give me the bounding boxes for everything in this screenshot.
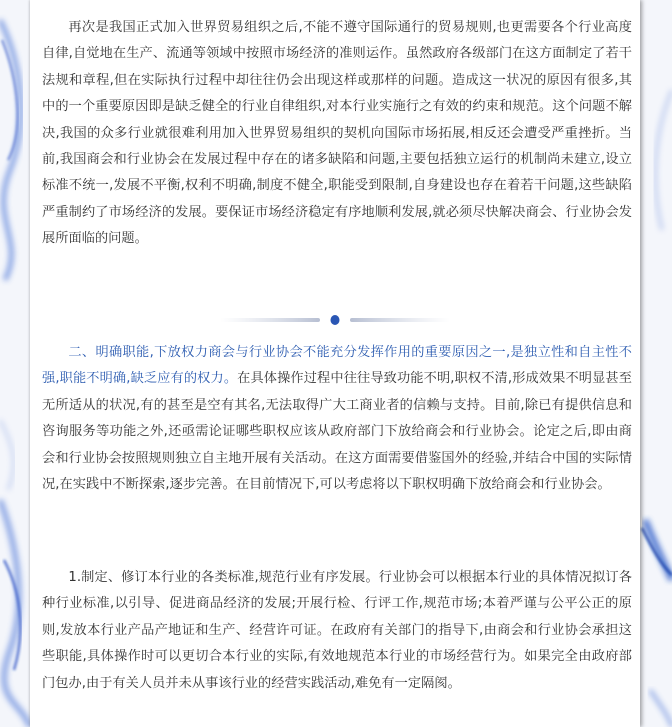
section-divider-icon xyxy=(220,310,450,330)
paragraph-clarify-functions xyxy=(42,340,632,498)
paragraph-industry-standards: 1.制定、修订本行业的各类标准,规范行业有序发展。行业协会可以根据本行业的具体情况拟订各种行业标准,以引导、促进商品经济的发展;开展行检、行评工作,规范市场;本着严谨与公平公正的原则,发放本行业产品产地证和生产、经营许可证。在政府有关部门的指导下,由商会和行业协会承担这些职能,具体操作时可以更切合本行业的实际,有效地规范本行业的市场经营行为。如果完全由政府部门包办,由于有关人员并未从事该行业的经营实践活动,难免有一定隔阂。 xyxy=(42,570,632,691)
paragraph-body: 在具体操作过程中往往导致功能不明,职权不清,形成效果不明显甚至无所适从的状况,有的甚至是空有其名,无法取得广大工商业者的信赖与支持。目前,除已有提供信息和咨询服务等功能之外,还亟需论证哪些职权应该从政府部门下放给商会和行业协会。论定之后,即由商会和行业协会按照规则独立自主地开展有关活动。在这方面需要借鉴国外的经验,并结合中国的实际情况,在实践中不断探索,逐步完善。在目前情况下,可以考虑将以下职权明确下放给商会和行业协会。 xyxy=(42,371,632,493)
paragraph-wto-self-discipline: 再次是我国正式加入世界贸易组织之后,不能不遵守国际通行的贸易规则,也更需要各个行业高度自律,自觉地在生产、流通等领域中按照市场经济的准则运作。虽然政府各级部门在这方面制定了若干法规和章程,但在实际执行过程中却往往仍会出现这样或那样的问题。造成这一状况的原因有很多,其中的一个重要原因即是缺乏健全的行业自律组织,对本行业实施行之有效的约束和规范。这个问题不解决,我国的众多行业就很难利用加入世界贸易组织的契机向国际市场拓展,相反还会遭受严重挫折。当前,我国商会和行业协会在发展过程中存在的诸多缺陷和问题,主要包括独立运行的机制尚未建立,设立标准不统一,发展不平衡,权利不明确,制度不健全,职能受到限制,自身建设也存在着若干问题,这些缺陷严重制约了市场经济的发展。要保证市场经济稳定有序地顺利发展,就必须尽快解决商会、行业协会发展所面临的问题。 xyxy=(42,20,632,247)
article-page xyxy=(30,0,640,727)
section-heading-highlight: 二、明确职能,下放权力商会与行业协会不能充分发挥作用的重要原因之一,是独立性和自主性不强,职能不明确,缺乏应有的权力。 xyxy=(42,345,632,387)
